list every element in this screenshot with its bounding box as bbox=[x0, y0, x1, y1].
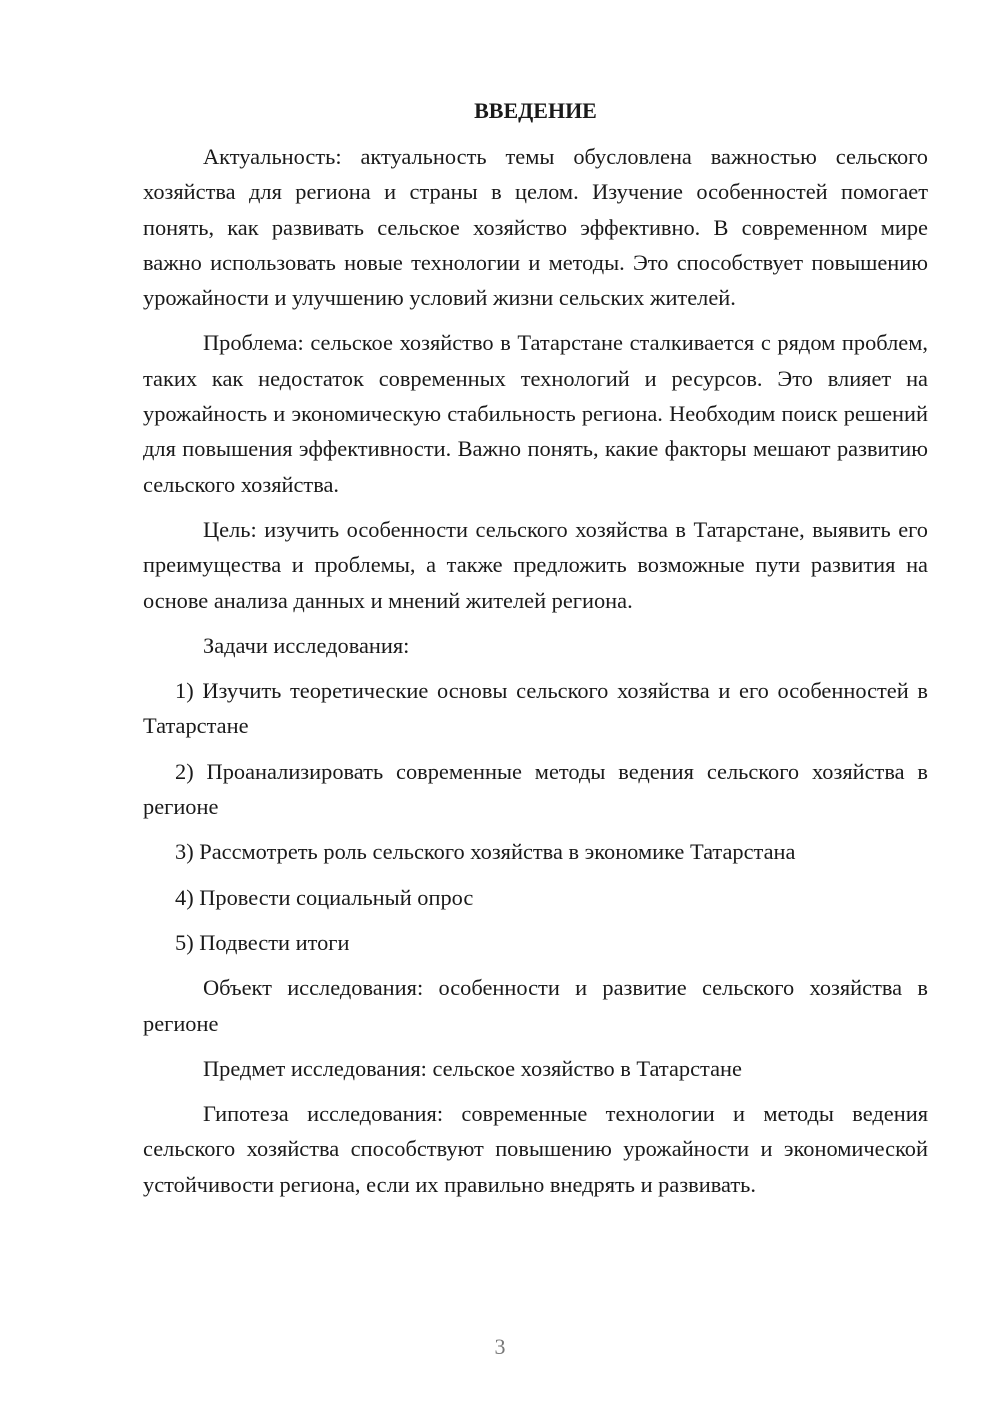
paragraph-object: Объект исследования: особенности и развитие сельского хозяйства в регионе bbox=[143, 975, 928, 1036]
page-content bbox=[143, 93, 928, 1212]
task-item-1: 1) Изучить теоретические основы сельского хозяйства и его особенностей в Татарстане bbox=[143, 678, 928, 739]
page-number: 3 bbox=[494, 1334, 506, 1359]
task-item-2: 2) Проанализировать современные методы ведения сельского хозяйства в регионе bbox=[143, 758, 928, 820]
section-heading: ВВЕДЕНИЕ bbox=[474, 98, 597, 123]
paragraph-relevance: Актуальность: актуальность темы обусловлена важностью сельского хозяйства для региона и страны в целом. Изучение особенностей помогает понять, как развивать сельское хозяйство эффективно. В современном мире важно использовать новые технологии и методы. Это способствует повышению урожайности и улучшению условий жизни сельских жителей. bbox=[143, 144, 928, 311]
task-item-5: 5) Подвести итоги bbox=[175, 929, 350, 955]
paragraph-problem: Проблема: сельское хозяйство в Татарстане сталкивается с рядом проблем, таких как недостаток современных технологий и ресурсов. Это влияет на урожайность и экономическую стабильность региона. Необходим поиск решений для повышения эффективности. Важно понять, какие факторы мешают развитию сельского хозяйства. bbox=[143, 330, 928, 497]
task-item-4: 4) Провести социальный опрос bbox=[175, 884, 474, 910]
tasks-heading: Задачи исследования: bbox=[203, 632, 410, 658]
task-item-3: 3) Рассмотреть роль сельского хозяйства в экономике Татарстана bbox=[175, 839, 796, 865]
paragraph-hypothesis: Гипотеза исследования: современные технологии и методы ведения сельского хозяйства способствуют повышению урожайности и экономической устойчивости региона, если их правильно внедрять и развивать. bbox=[143, 1101, 928, 1197]
paragraph-goal: Цель: изучить особенности сельского хозяйства в Татарстане, выявить его преимущества и проблемы, а также предложить возможные пути развития на основе анализа данных и мнений жителей региона. bbox=[143, 516, 928, 613]
paragraph-subject: Предмет исследования: сельское хозяйство в Татарстане bbox=[203, 1055, 742, 1081]
